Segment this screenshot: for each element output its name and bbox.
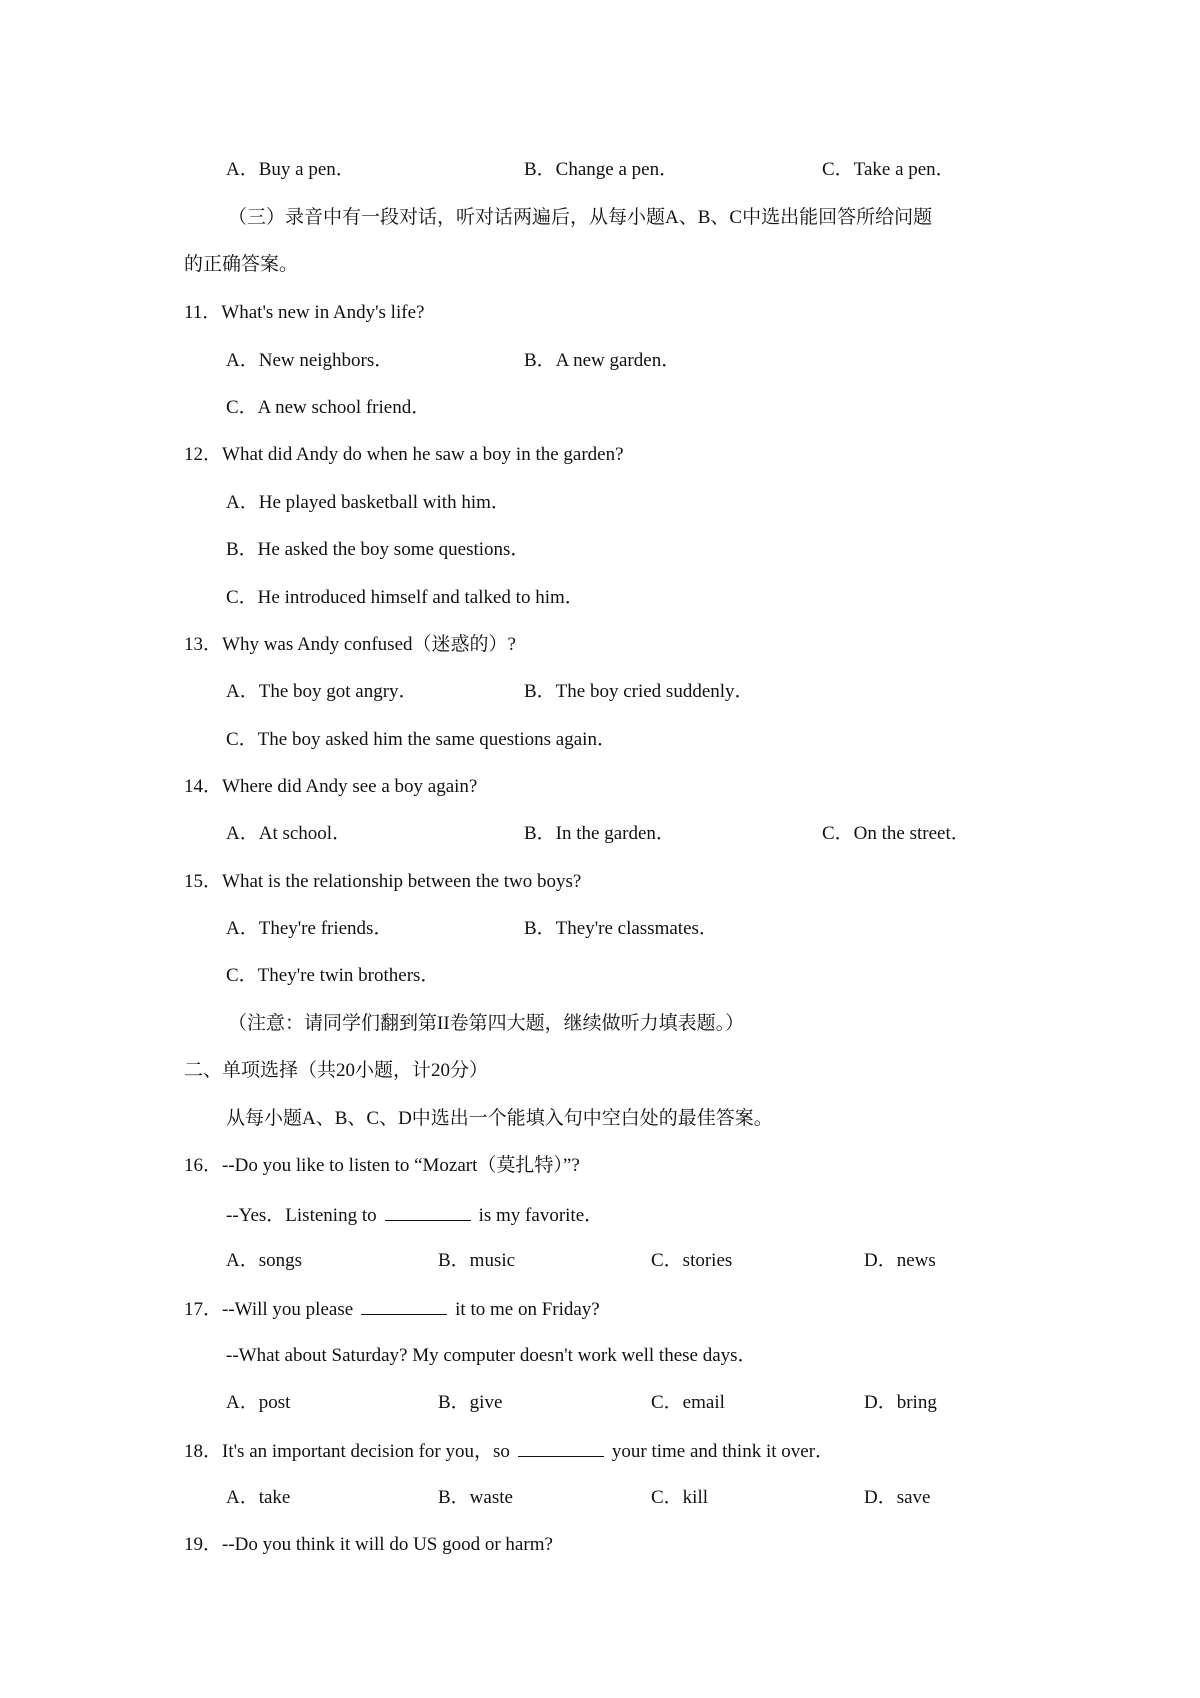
q18-line1-before: It's an important decision for you，so [222, 1441, 510, 1462]
q16-line2-after: is my favorite． [478, 1205, 604, 1226]
question-number: 16． [184, 1155, 223, 1176]
q10-option-a: A．Buy a pen． [226, 159, 355, 180]
question-17 [184, 1296, 600, 1322]
q16-line2-before: --Yes．Listening to [226, 1205, 377, 1226]
question-number: 11． [184, 302, 222, 323]
part2-instruction: 从每小题A、B、C、D中选出一个能填入句中空白处的最佳答案。 [226, 1108, 773, 1129]
q17-option-c: C．email [651, 1392, 725, 1413]
question-13 [184, 633, 516, 657]
question-text: What did Andy do when he saw a boy in the garden? [222, 444, 624, 465]
question-12 [184, 443, 624, 467]
q17-line1-before: --Will you please [222, 1299, 354, 1320]
question-15 [184, 870, 581, 894]
q13-option-a: A．The boy got angry． [226, 681, 418, 702]
q17-option-b: B．give [438, 1392, 503, 1413]
question-16 [184, 1154, 580, 1178]
q17-line2: --What about Saturday? My computer doesn't work well these days． [226, 1345, 757, 1366]
q17-option-d: D．bring [864, 1392, 937, 1413]
q11-option-c: C．A new school friend． [226, 397, 431, 418]
answer-blank [385, 1202, 471, 1221]
q16-option-b: B．music [438, 1250, 516, 1271]
section3-instruction-line1: （三）录音中有一段对话，听对话两遍后，从每小题A、B、C中选出能回答所给问题 [228, 207, 933, 228]
question-text: What is the relationship between the two boys? [222, 871, 582, 892]
q12-option-a: A．He played basketball with him． [226, 492, 510, 513]
question-number: 18． [184, 1441, 223, 1462]
q14-option-c: C．On the street． [822, 823, 970, 844]
q18-option-b: B．waste [438, 1487, 513, 1508]
question-11 [184, 301, 424, 325]
question-number: 12． [184, 444, 223, 465]
answer-blank [361, 1296, 447, 1315]
question-number: 13． [184, 634, 223, 655]
section3-instruction-line2: 的正确答案。 [184, 254, 299, 275]
question-19 [184, 1533, 553, 1557]
q17-line1-after: it to me on Friday? [455, 1299, 600, 1320]
q17-option-a: A．post [226, 1392, 291, 1413]
q10-option-c: C．Take a pen． [822, 159, 955, 180]
q14-option-a: A．At school． [226, 823, 352, 844]
q16-line2 [226, 1202, 603, 1228]
q18-line1-after: your time and think it over． [611, 1441, 835, 1462]
q12-option-b: B．He asked the boy some questions． [226, 539, 530, 560]
q15-option-a: A．They're friends． [226, 918, 393, 939]
q15-option-b: B．They're classmates． [524, 918, 718, 939]
question-text: --Do you think it will do US good or harm? [222, 1534, 553, 1555]
q16-option-c: C．stories [651, 1250, 733, 1271]
answer-blank [518, 1438, 604, 1457]
q15-option-c: C．They're twin brothers． [226, 965, 440, 986]
q18-option-a: A．take [226, 1487, 291, 1508]
q13-option-b: B．The boy cried suddenly． [524, 681, 754, 702]
q16-option-a: A．songs [226, 1250, 303, 1271]
q11-option-b: B．A new garden． [524, 350, 681, 371]
q13-option-c: C．The boy asked him the same questions again． [226, 729, 616, 750]
question-18 [184, 1438, 834, 1464]
q12-option-c: C．He introduced himself and talked to him． [226, 587, 584, 608]
q10-option-b: B．Change a pen． [524, 159, 679, 180]
question-text: --Do you like to listen to “Mozart（莫扎特）”? [222, 1155, 580, 1176]
question-text: Why was Andy confused（迷惑的）? [222, 634, 516, 655]
q16-option-d: D．news [864, 1250, 936, 1271]
question-text: Where did Andy see a boy again? [222, 776, 478, 797]
note-text: （注意：请同学们翻到第II卷第四大题，继续做听力填表题。） [228, 1013, 745, 1034]
question-number: 14． [184, 776, 223, 797]
question-number: 15． [184, 871, 223, 892]
part2-heading: 二、单项选择（共20小题，计20分） [184, 1060, 489, 1081]
question-14 [184, 775, 477, 799]
question-number: 19． [184, 1534, 223, 1555]
question-number: 17． [184, 1299, 223, 1320]
q14-option-b: B．In the garden． [524, 823, 675, 844]
q11-option-a: A．New neighbors． [226, 350, 394, 371]
q18-option-d: D．save [864, 1487, 931, 1508]
question-text: What's new in Andy's life? [221, 302, 425, 323]
q18-option-c: C．kill [651, 1487, 709, 1508]
